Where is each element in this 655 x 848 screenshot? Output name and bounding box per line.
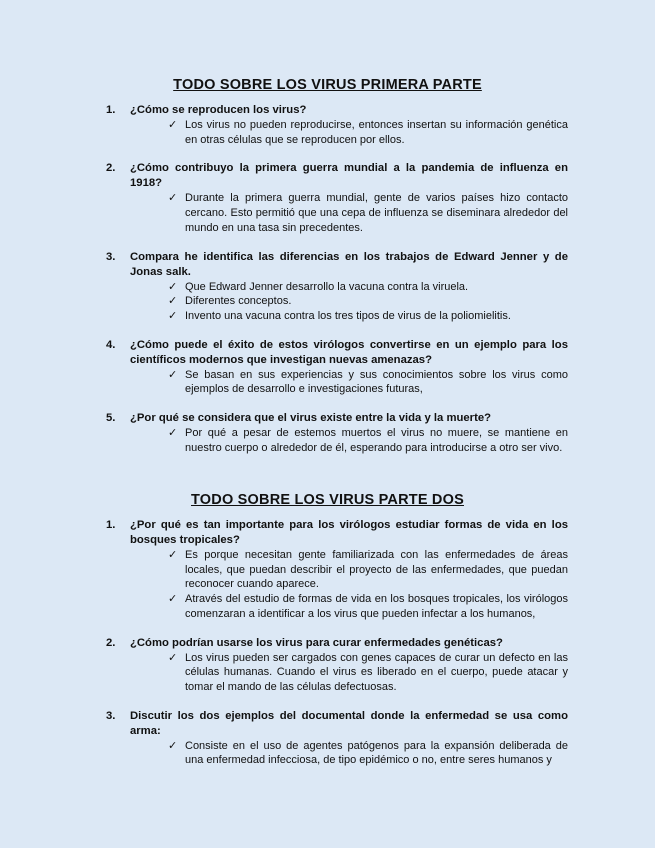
question-item [106, 411, 568, 455]
question-item [106, 161, 568, 235]
section-1-questions [106, 103, 568, 469]
answer-item [168, 739, 568, 768]
section-1-title: TODO SOBRE LOS VIRUS PRIMERA PARTE [173, 77, 482, 93]
answer-item [168, 191, 568, 235]
question-text: Compara he identifica las diferencias en los trabajos de Edward Jenner y de Jonas salk. [130, 250, 568, 278]
answer-text: Através del estudio de formas de vida en los bosques tropicales, los virólogos comenzaran a identificar a los virus que pueden infectar a los humanos, [185, 593, 568, 620]
checkmark-icon: ✓ [168, 651, 178, 664]
question-number: 2. [106, 636, 116, 649]
answer-item [168, 548, 568, 592]
question-item [106, 709, 568, 768]
question-number: 5. [106, 412, 116, 425]
answer-item [168, 118, 568, 147]
answer-item [168, 309, 568, 324]
answer-text: Diferentes conceptos. [185, 295, 292, 308]
question-item [106, 518, 568, 622]
checkmark-icon: ✓ [168, 309, 178, 322]
question-text: ¿Por qué es tan importante para los virólogos estudiar formas de vida en los bosques tropicales? [130, 519, 568, 546]
question-text: ¿Cómo podrían usarse los virus para curar enfermedades genéticas? [130, 636, 503, 649]
section-2-title: TODO SOBRE LOS VIRUS PARTE DOS [191, 492, 464, 508]
checkmark-icon: ✓ [168, 593, 178, 606]
question-item [106, 103, 568, 147]
question-number: 3. [106, 709, 116, 722]
checkmark-icon: ✓ [168, 192, 178, 205]
answer-item [168, 280, 568, 295]
question-number: 1. [106, 104, 116, 116]
question-text: ¿Cómo contribuyo la primera guerra mundial a la pandemia de influenza en 1918? [130, 162, 568, 190]
question-number: 4. [106, 338, 116, 351]
checkmark-icon: ✓ [168, 739, 178, 752]
answer-text: Por qué a pesar de estemos muertos el virus no muere, se mantiene en nuestro cuerpo o alrededor de él, esperando para introducirse a otro ser vivo. [185, 427, 568, 454]
question-number: 1. [106, 519, 116, 531]
checkmark-icon: ✓ [168, 119, 178, 131]
answer-item [168, 592, 568, 621]
answer-text: Consiste en el uso de agentes patógenos para la expansión deliberada de una enfermedad infecciosa, de tipo epidémico o no, entre seres humanos y [185, 739, 568, 767]
question-item [106, 250, 568, 324]
question-text: ¿Cómo se reproducen los virus? [130, 104, 307, 116]
answer-text: Es porque necesitan gente familiarizada con las enfermedades de áreas locales, que puedan describir el proyecto de las enfermedades, que puedan reconocer cuando aparece. [185, 549, 568, 591]
question-item [106, 636, 568, 695]
question-number: 2. [106, 162, 116, 175]
checkmark-icon: ✓ [168, 368, 178, 381]
checkmark-icon: ✓ [168, 549, 178, 561]
section-2-questions [106, 518, 568, 782]
answer-item [168, 651, 568, 695]
question-text: ¿Por qué se considera que el virus existe entre la vida y la muerte? [130, 412, 492, 425]
answer-item [168, 426, 568, 455]
question-text: ¿Cómo puede el éxito de estos virólogos convertirse en un ejemplo para los científicos modernos que investigan nuevas amenazas? [130, 338, 568, 366]
checkmark-icon: ✓ [168, 427, 178, 440]
answer-text: Los virus no pueden reproducirse, entonces insertan su información genética en otras células que se reproducen por ellos. [185, 119, 568, 146]
answer-item [168, 368, 568, 397]
checkmark-icon: ✓ [168, 295, 178, 308]
answer-text: Los virus pueden ser cargados con genes capaces de curar un defecto en las células humanas. Cuando el virus es liberado en el cuerpo, puede atacar y tomar el mando de las células defectuosas. [185, 651, 568, 693]
checkmark-icon: ✓ [168, 280, 178, 293]
answer-item [168, 294, 568, 309]
answer-text: Que Edward Jenner desarrollo la vacuna contra la viruela. [185, 280, 469, 293]
question-text: Discutir los dos ejemplos del documental donde la enfermedad se usa como arma: [130, 709, 568, 737]
answer-text: Se basan en sus experiencias y sus conocimientos sobre los virus como ejemplos de desarrollo e investigaciones futuras, [185, 368, 568, 396]
answer-text: Durante la primera guerra mundial, gente de varios países hizo contacto cercano. Esto permitió que una cepa de influenza se diseminara alrededor del mundo en una tasa sin precedentes. [185, 192, 568, 234]
answer-text: Invento una vacuna contra los tres tipos de virus de la poliomielitis. [185, 309, 511, 322]
question-number: 3. [106, 250, 116, 263]
question-item [106, 338, 568, 397]
